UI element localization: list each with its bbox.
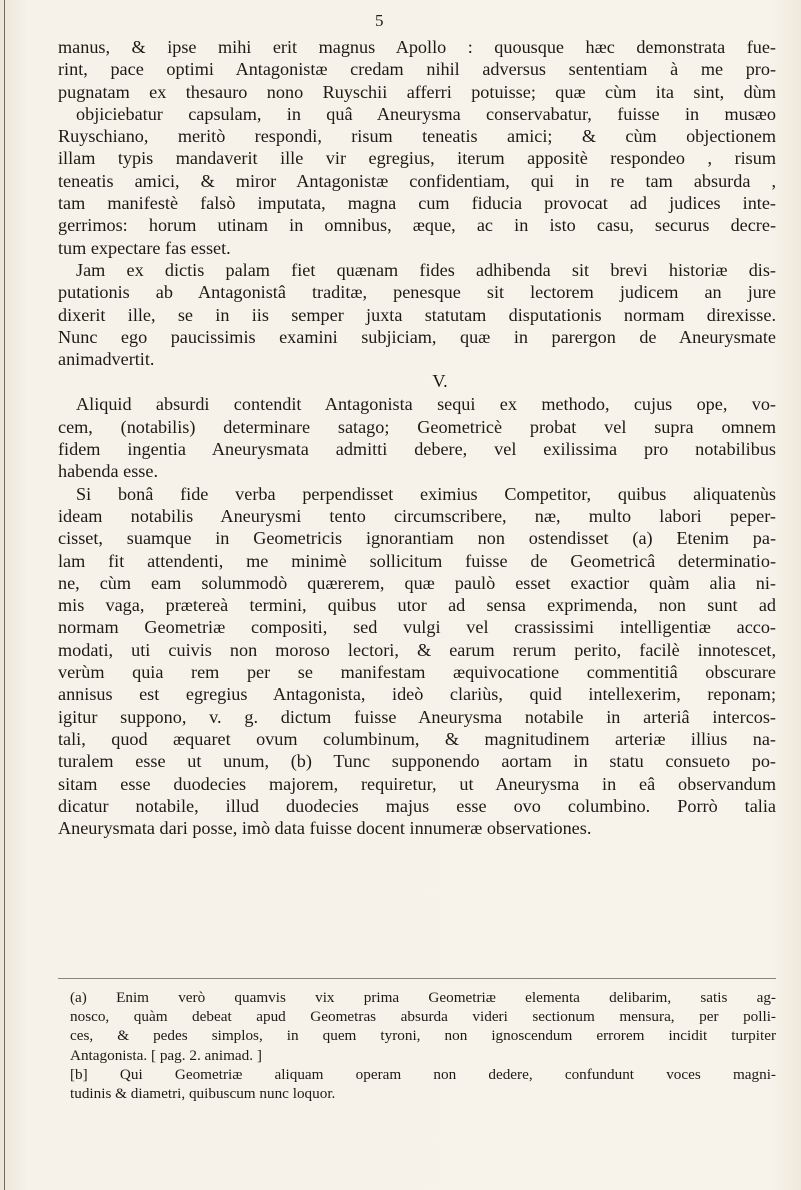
text-line: Jam ex dictis palam fiet quænam fides adhibenda sit brevi historiæ dis- — [76, 259, 776, 280]
text-line: manus, & ipse mihi erit magnus Apollo : quousque hæc demonstrata fue- — [58, 37, 776, 57]
text-line: igitur suppono, v. g. dictum fuisse Aneurysma notabile in arteriâ intercos- — [58, 706, 776, 727]
text-line: lam fit attendenti, me minimè sollicitum fuisse de Geometricâ determinatio- — [58, 550, 776, 571]
text-line: Si bonâ fide verba perpendisset eximius Competitor, quibus aliquatenùs — [76, 483, 776, 504]
text-line: dicatur notabile, illud duodecies majus esse ovo columbino. Porrò talia — [58, 795, 776, 816]
footnote-line: nosco, quàm debeat apud Geometras absurda videri sectionum mensura, per polli- — [70, 1008, 776, 1026]
text-line: Aneurysmata dari posse, imò data fuisse docent innumeræ observationes. — [58, 818, 592, 839]
text-line: Ruyschiano, meritò respondi, risum teneatis amici; & cùm objectionem — [58, 126, 776, 147]
text-line: cem, (notabilis) determinare satago; Geometricè probat vel supra omnem — [58, 416, 776, 437]
text-line: illam typis mandaverit ille vir egregius, iterum appositè respondeo , risum — [58, 148, 776, 169]
paragraph-3 — [58, 393, 776, 482]
text-line: habenda esse. — [58, 461, 158, 482]
text-line: putationis ab Antagonistâ traditæ, penesque sit lectorem judicem an jure — [58, 282, 776, 303]
text-line: tam manifestè falsò imputata, magna cum fiducia provocat ad judices inte- — [58, 193, 776, 214]
text-line: cisset, suamque in Geometricis ignorantiam non ostendisset (a) Etenim pa- — [58, 528, 776, 549]
text-line: ne, cùm eam solummodò quærerem, quæ paulò esset exactior quàm alia ni- — [58, 572, 776, 593]
main-text — [58, 36, 776, 839]
text-line: verùm quia rem per se manifestam æquivocatione commentitiâ obscurare — [58, 662, 776, 683]
footnote-a — [70, 988, 776, 1065]
text-line: gerrimos: horum utinam in omnibus, æque, ac in isto casu, securus decre- — [58, 215, 776, 236]
page-number: 5 — [375, 11, 384, 30]
paragraph-4 — [58, 483, 776, 840]
footnote-line: [b] Qui Geometriæ aliquam operam non dedere, confundunt voces magni- — [70, 1065, 776, 1083]
footnote-line: tudinis & diametri, quibuscum nunc loquor. — [70, 1084, 336, 1102]
text-line: pugnatam ex thesauro nono Ruyschii afferri potuisse; quæ cùm ita sint, dùm — [58, 81, 776, 102]
text-line: mis vaga, prætereà termini, quibus utor ad sensa exprimenda, non sunt ad — [58, 595, 776, 616]
footnote-b — [70, 1065, 776, 1103]
text-line: dixerit ille, se in iis semper juxta statutam disputationis normam direxisse. — [58, 304, 776, 325]
text-line: tali, quod æquaret ovum columbinum, & magnitudinem arteriæ illius na- — [58, 728, 776, 749]
paragraph-1 — [58, 36, 776, 259]
text-line: annisus est egregius Antagonista, ideò clariùs, quid intellexerim, reponam; — [58, 684, 776, 705]
text-line: sitam esse duodecies majorem, requiretur, ut Aneurysma in eâ observandum — [58, 773, 776, 794]
text-line: Nunc ego paucissimis examini subjiciam, quæ in parergon de Aneurysmate — [58, 326, 776, 347]
footnote-line: (a) Enim verò quamvis vix prima Geometriæ elementa delibarim, satis ag- — [70, 989, 776, 1006]
text-line: teneatis amici, & miror Antagonistæ confidentiam, qui in re tam absurda , — [58, 170, 776, 191]
text-line: turalem esse ut unum, (b) Tunc supponendo aortam in statu consueto po- — [58, 751, 776, 772]
text-line: fidem ingentia Aneurysmata admitti debere, vel exilissima pro notabilibus — [58, 439, 776, 460]
text-line: Aliquid absurdi contendit Antagonista sequi ex methodo, cujus ope, vo- — [76, 394, 776, 415]
footnotes — [70, 988, 776, 1103]
footnote-line: Antagonista. [ pag. 2. animad. ] — [70, 1046, 262, 1064]
text-line: animadvertit. — [58, 349, 155, 370]
page-edge-shadow — [4, 0, 5, 1190]
paragraph-2 — [58, 259, 776, 370]
footnote-line: ces, & pedes simplos, in quem tyroni, non ignoscendum errorem incidit turpiter — [70, 1027, 776, 1045]
section-heading: V. — [432, 371, 448, 392]
text-line: modati, uti cuivis non moroso lectori, & earum rerum perito, facilè innotescet, — [58, 639, 776, 660]
text-line: rint, pace optimi Antagonistæ credam nihil adversus sententiam à me pro- — [58, 59, 776, 80]
text-line: ideam notabilis Aneurysmi tento circumscribere, næ, multo labori peper- — [58, 505, 776, 526]
text-line: normam Geometriæ compositi, sed vulgi vel crassissimi intelligentiæ acco- — [58, 617, 776, 638]
text-line: tum expectare fas esset. — [58, 237, 231, 258]
footnote-rule — [58, 978, 776, 979]
text-line: objiciebatur capsulam, in quâ Aneurysma conservabatur, fuisse in musæo — [76, 103, 776, 124]
